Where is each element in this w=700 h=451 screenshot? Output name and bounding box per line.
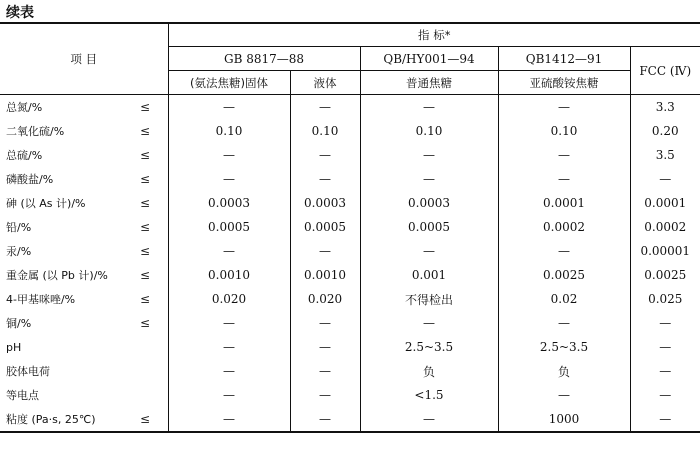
value-qbhy: 2.5~3.5 <box>360 335 498 359</box>
value-qbhy: 负 <box>360 359 498 383</box>
table-row <box>0 167 700 191</box>
value-gb-liquid: 0.0005 <box>290 215 360 239</box>
value-qbhy: — <box>360 407 498 432</box>
value-gb-solid: 0.0003 <box>168 191 290 215</box>
table-row <box>0 215 700 239</box>
row-item: 铜/% <box>6 317 32 330</box>
value-gb-liquid: — <box>290 359 360 383</box>
value-fcc: 0.00001 <box>630 239 700 263</box>
specification-table <box>0 23 700 433</box>
table-caption: 续表 <box>6 5 34 21</box>
row-item: 铅/% <box>6 221 32 234</box>
value-gb-solid: — <box>168 335 290 359</box>
row-condition: ≤ <box>140 100 151 114</box>
value-gb-liquid: — <box>290 167 360 191</box>
row-condition: ≤ <box>140 268 151 282</box>
subtype-ammonia-solid: (氨法焦糖)固体 <box>168 71 290 95</box>
value-gb-solid: — <box>168 407 290 432</box>
table-row <box>0 311 700 335</box>
row-item: 总硫/% <box>6 149 43 162</box>
row-item: 粘度 (Pa·s, 25℃) <box>0 407 140 432</box>
row-condition: ≤ <box>140 124 151 138</box>
row-item: 磷酸盐/% <box>6 173 54 186</box>
value-fcc: 3.5 <box>630 143 700 167</box>
row-item: 重金属 (以 Pb 计)/% <box>6 269 108 282</box>
row-condition: ≤ <box>140 196 151 210</box>
item-column-header: 项 目 <box>0 23 168 95</box>
value-qbhy: — <box>360 167 498 191</box>
value-qb1412: — <box>498 95 630 120</box>
value-gb-solid: — <box>168 95 290 120</box>
value-qb1412: 0.02 <box>498 287 630 311</box>
value-fcc: 3.3 <box>630 95 700 120</box>
table-row <box>0 335 700 359</box>
table-row <box>0 287 700 311</box>
row-item: 二氧化硫/% <box>6 125 65 138</box>
value-fcc: 0.025 <box>630 287 700 311</box>
table-row <box>0 359 700 383</box>
value-fcc: — <box>630 359 700 383</box>
value-gb-solid: 0.020 <box>168 287 290 311</box>
value-qbhy: 不得检出 <box>360 287 498 311</box>
value-gb-liquid: — <box>290 311 360 335</box>
row-condition: ≤ <box>140 316 151 330</box>
value-qb1412: — <box>498 383 630 407</box>
value-gb-solid: 0.10 <box>168 119 290 143</box>
value-gb-liquid: — <box>290 407 360 432</box>
value-qb1412: 2.5~3.5 <box>498 335 630 359</box>
value-gb-solid: 0.0010 <box>168 263 290 287</box>
row-condition: ≤ <box>140 292 151 306</box>
value-gb-solid: — <box>168 167 290 191</box>
table-row <box>0 407 700 432</box>
row-condition: ≤ <box>140 407 168 432</box>
row-item: 等电点 <box>6 389 39 402</box>
value-qbhy: <1.5 <box>360 383 498 407</box>
standard-fcc: FCC (Ⅳ) <box>630 47 700 95</box>
standard-gb8817: GB 8817—88 <box>168 47 360 71</box>
row-item: pH <box>6 340 22 354</box>
value-gb-solid: — <box>168 383 290 407</box>
value-qb1412: 0.10 <box>498 119 630 143</box>
value-qbhy: — <box>360 143 498 167</box>
row-item: 总氮/% <box>6 101 43 114</box>
standard-qbhy001: QB/HY001—94 <box>360 47 498 71</box>
value-gb-liquid: — <box>290 239 360 263</box>
value-qbhy: — <box>360 239 498 263</box>
value-qbhy: 0.001 <box>360 263 498 287</box>
value-fcc: — <box>630 407 700 432</box>
row-condition <box>140 335 168 359</box>
row-item: 汞/% <box>6 245 32 258</box>
table-body <box>0 95 700 433</box>
value-gb-liquid: 0.0003 <box>290 191 360 215</box>
row-condition: ≤ <box>140 148 151 162</box>
value-fcc: — <box>630 167 700 191</box>
row-condition <box>140 359 168 383</box>
value-fcc: 0.0002 <box>630 215 700 239</box>
row-condition <box>140 383 168 407</box>
standard-qb1412: QB1412—91 <box>498 47 630 71</box>
value-fcc: 0.0001 <box>630 191 700 215</box>
value-qb1412: 负 <box>498 359 630 383</box>
value-qbhy: 0.0005 <box>360 215 498 239</box>
value-gb-liquid: — <box>290 383 360 407</box>
row-item: 4-甲基咪唑/% <box>6 293 76 306</box>
value-qb1412: 0.0025 <box>498 263 630 287</box>
value-gb-liquid: 0.020 <box>290 287 360 311</box>
value-gb-liquid: — <box>290 143 360 167</box>
value-qbhy: — <box>360 311 498 335</box>
value-gb-solid: — <box>168 143 290 167</box>
value-gb-liquid: — <box>290 335 360 359</box>
subtype-plain-caramel: 普通焦糖 <box>360 71 498 95</box>
indicator-header: 指 标* <box>168 23 700 47</box>
value-gb-solid: — <box>168 239 290 263</box>
row-condition: ≤ <box>140 244 151 258</box>
value-qb1412: 0.0002 <box>498 215 630 239</box>
value-gb-liquid: 0.0010 <box>290 263 360 287</box>
subtype-liquid: 液体 <box>290 71 360 95</box>
value-qb1412: — <box>498 239 630 263</box>
value-fcc: 0.0025 <box>630 263 700 287</box>
row-condition: ≤ <box>140 172 151 186</box>
value-fcc: 0.20 <box>630 119 700 143</box>
table-row <box>0 143 700 167</box>
value-qb1412: — <box>498 167 630 191</box>
row-item: 胶体电荷 <box>6 365 50 378</box>
row-item: 砷 (以 As 计)/% <box>6 197 86 210</box>
subtype-ammonium-sulfite: 亚硫酸铵焦糖 <box>498 71 630 95</box>
value-qbhy: — <box>360 95 498 120</box>
value-gb-solid: 0.0005 <box>168 215 290 239</box>
table-row <box>0 95 700 120</box>
value-gb-liquid: 0.10 <box>290 119 360 143</box>
value-qbhy: 0.10 <box>360 119 498 143</box>
table-row <box>0 119 700 143</box>
value-gb-solid: — <box>168 359 290 383</box>
table-row <box>0 383 700 407</box>
table-row <box>0 263 700 287</box>
value-gb-solid: — <box>168 311 290 335</box>
table-row <box>0 191 700 215</box>
value-qb1412: 0.0001 <box>498 191 630 215</box>
value-qb1412: 1000 <box>498 407 630 432</box>
value-fcc: — <box>630 383 700 407</box>
value-qbhy: 0.0003 <box>360 191 498 215</box>
value-fcc: — <box>630 311 700 335</box>
value-fcc: — <box>630 335 700 359</box>
value-gb-liquid: — <box>290 95 360 120</box>
row-condition: ≤ <box>140 220 151 234</box>
value-qb1412: — <box>498 143 630 167</box>
table-row <box>0 239 700 263</box>
value-qb1412: — <box>498 311 630 335</box>
